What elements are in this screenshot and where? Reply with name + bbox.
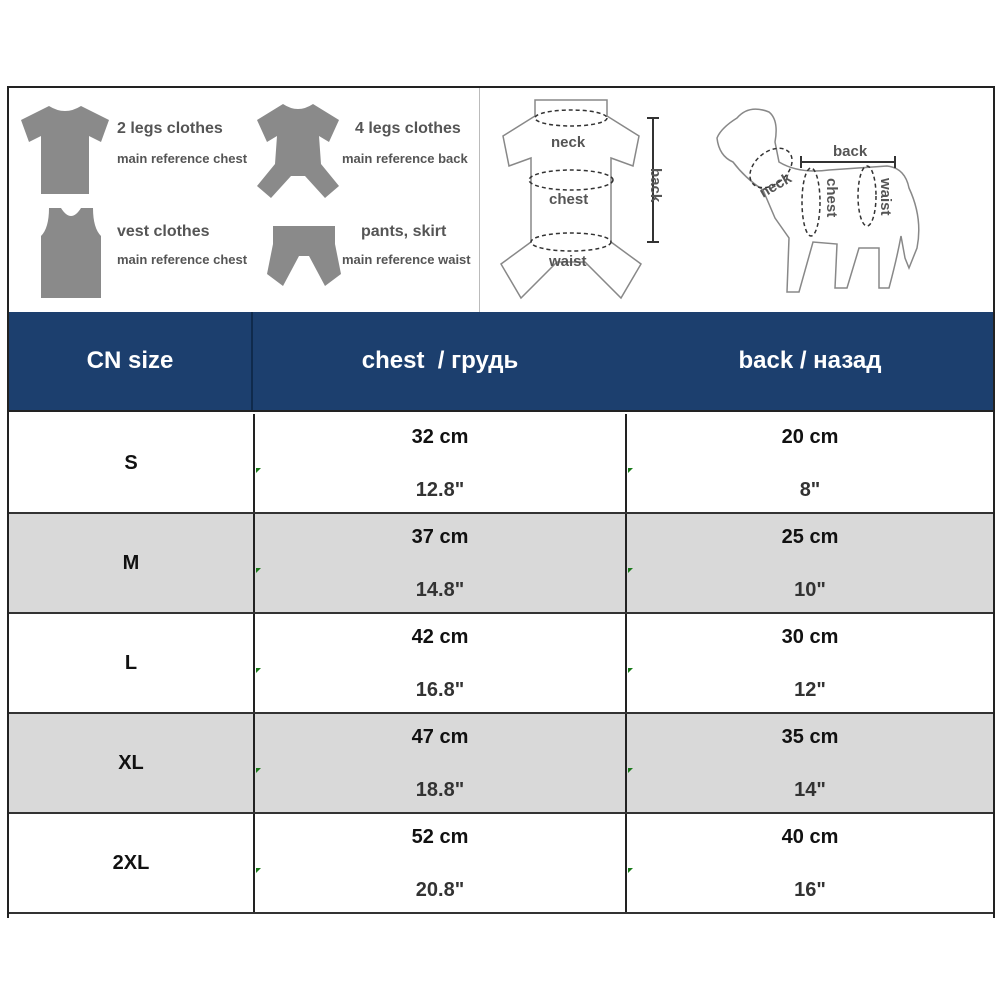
back-cell <box>625 514 993 612</box>
cell-marker <box>256 468 261 473</box>
header-back: back / назад <box>625 312 993 410</box>
chest-cm: 37 cm <box>411 526 469 548</box>
garment-back-label: back <box>647 168 664 203</box>
back-inch: 14" <box>794 779 826 801</box>
back-cell <box>625 814 993 912</box>
guide-title-vest: vest clothes <box>117 223 210 240</box>
garment-waist-label: waist <box>549 253 587 270</box>
guide-title-pants: pants, skirt <box>361 223 447 240</box>
table-row <box>9 714 993 814</box>
size-table <box>9 312 993 920</box>
dog-back-label: back <box>833 143 868 160</box>
cell-marker <box>256 668 261 673</box>
chest-cm: 32 cm <box>411 426 469 448</box>
garment-measure-diagram <box>489 92 679 308</box>
pants-icon <box>267 224 341 286</box>
guide-sub-2legs: main reference chest <box>117 151 248 166</box>
back-inch: 8" <box>799 479 821 501</box>
chest-cell <box>253 614 625 712</box>
table-row <box>9 514 993 614</box>
cell-marker <box>256 568 261 573</box>
guide-title-4legs: 4 legs clothes <box>355 120 461 137</box>
garment-neck-label: neck <box>551 134 586 151</box>
back-inch: 16" <box>794 879 826 901</box>
tshirt-icon <box>19 100 111 196</box>
cell-marker <box>628 768 633 773</box>
size-cell: S <box>124 451 138 474</box>
chest-cell <box>253 714 625 812</box>
size-cell: XL <box>118 751 144 774</box>
table-row <box>9 414 993 514</box>
size-chart <box>7 86 995 918</box>
four-leg-suit-icon <box>255 100 341 200</box>
size-cell: L <box>124 651 138 674</box>
chest-cm: 47 cm <box>411 726 469 748</box>
cell-marker <box>628 568 633 573</box>
cell-marker <box>256 868 261 873</box>
chest-cell <box>253 414 625 512</box>
back-cell <box>625 714 993 812</box>
header-size: CN size <box>9 312 253 410</box>
cell-marker <box>628 468 633 473</box>
chest-inch: 12.8" <box>415 479 465 501</box>
back-cm: 25 cm <box>781 526 839 548</box>
back-cm: 20 cm <box>781 426 839 448</box>
chest-inch: 18.8" <box>415 779 465 801</box>
chest-cell <box>253 814 625 912</box>
chest-inch: 14.8" <box>415 579 465 601</box>
table-row <box>9 814 993 914</box>
back-cm: 30 cm <box>781 626 839 648</box>
guide-sub-pants: main reference waist <box>342 252 471 267</box>
chest-cm: 42 cm <box>411 626 469 648</box>
cell-marker <box>256 768 261 773</box>
dog-neck-label: neck <box>756 169 795 202</box>
guide-divider <box>479 88 480 312</box>
garment-chest-label: chest <box>549 191 589 208</box>
measurement-guide <box>9 88 993 312</box>
chest-inch: 16.8" <box>415 679 465 701</box>
dog-measure-diagram <box>709 98 929 302</box>
size-cell: M <box>122 551 140 574</box>
back-cell <box>625 614 993 712</box>
back-inch: 10" <box>794 579 826 601</box>
header-chest: chest / грудь <box>253 312 625 410</box>
table-row <box>9 614 993 714</box>
cell-marker <box>628 868 633 873</box>
chest-inch: 20.8" <box>415 879 465 901</box>
size-cell: 2XL <box>112 851 150 874</box>
guide-sub-vest: main reference chest <box>117 252 248 267</box>
guide-title-2legs: 2 legs clothes <box>117 120 223 137</box>
back-inch: 12" <box>794 679 826 701</box>
vest-icon <box>39 206 103 300</box>
table-header-row <box>9 312 993 412</box>
cell-marker <box>628 668 633 673</box>
back-cm: 35 cm <box>781 726 839 748</box>
dog-waist-label: waist <box>877 178 894 216</box>
guide-sub-4legs: main reference back <box>342 151 468 166</box>
back-cell <box>625 414 993 512</box>
dog-chest-label: chest <box>823 178 840 218</box>
chest-cm: 52 cm <box>411 826 469 848</box>
chest-cell <box>253 514 625 612</box>
back-cm: 40 cm <box>781 826 839 848</box>
